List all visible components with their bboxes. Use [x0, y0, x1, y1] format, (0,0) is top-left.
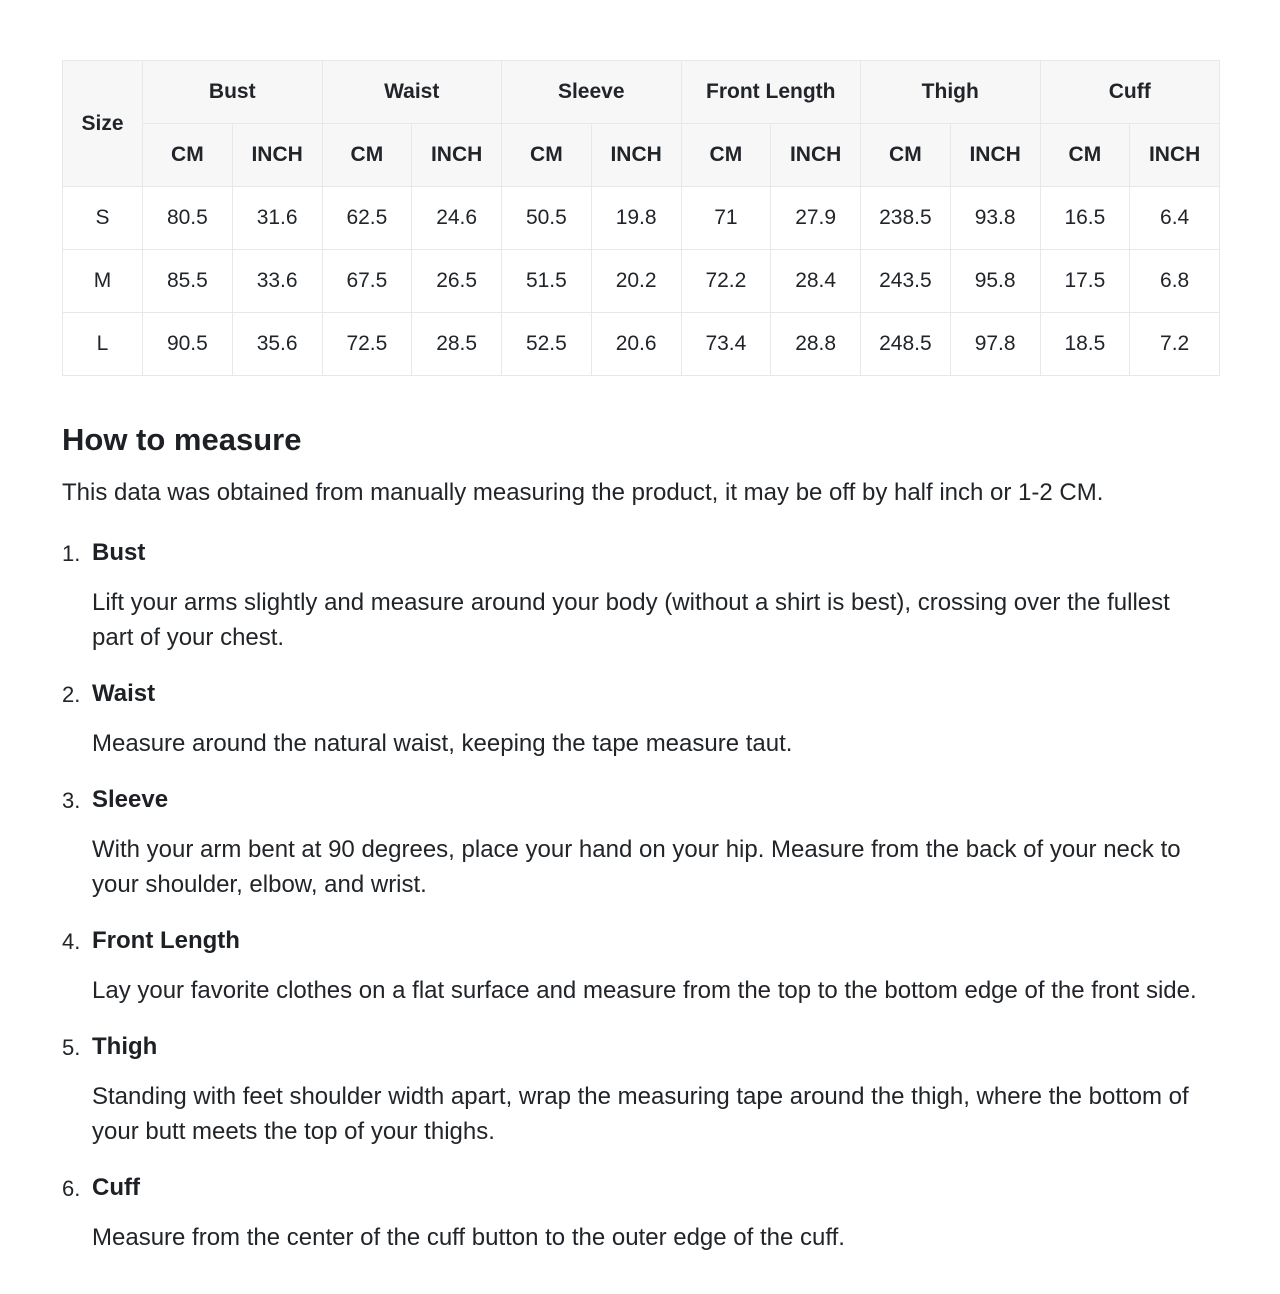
size-row-s: [63, 187, 1220, 250]
group-header-thigh: Thigh: [861, 61, 1041, 124]
unit-header-bust-cm: CM: [143, 124, 233, 187]
item-number: 4.: [62, 929, 81, 954]
size-cell: L: [63, 313, 143, 376]
item-description: With your arm bent at 90 degrees, place your hand on your hip. Measure from the back of your neck to your shoulder, elbow, and wrist.: [92, 836, 1181, 898]
value-cell: 80.5: [143, 187, 233, 250]
size-row-l: [63, 313, 1220, 376]
unit-header-cuff-cm: CM: [1040, 124, 1130, 187]
value-cell: 28.5: [412, 313, 502, 376]
measure-disclaimer-text: This data was obtained from manually measuring the product, it may be off by half inch or 1-2 CM.: [62, 479, 1104, 506]
value-cell: 7.2: [1130, 313, 1220, 376]
item-description: Lift your arms slightly and measure around your body (without a shirt is best), crossing over the fullest part of your chest.: [92, 589, 1170, 651]
item-description: Lay your favorite clothes on a flat surface and measure from the top to the bottom edge of the front side.: [92, 977, 1197, 1004]
measure-item-waist: [62, 679, 1220, 761]
how-to-measure-heading: How to measure: [62, 422, 302, 457]
value-cell: 50.5: [502, 187, 592, 250]
group-header-cuff: Cuff: [1040, 61, 1220, 124]
item-number: 3.: [62, 788, 81, 813]
unit-header-row: [63, 124, 1220, 187]
unit-header-sleeve-cm: CM: [502, 124, 592, 187]
value-cell: 97.8: [950, 313, 1040, 376]
value-cell: 35.6: [232, 313, 322, 376]
value-cell: 27.9: [771, 187, 861, 250]
value-cell: 243.5: [861, 250, 951, 313]
value-cell: 93.8: [950, 187, 1040, 250]
unit-header-waist-inch: INCH: [412, 124, 502, 187]
value-cell: 6.4: [1130, 187, 1220, 250]
value-cell: 19.8: [591, 187, 681, 250]
item-body: [92, 785, 1220, 902]
group-header-sleeve: Sleeve: [502, 61, 682, 124]
value-cell: 24.6: [412, 187, 502, 250]
size-chart-table: [62, 60, 1220, 376]
unit-header-front-length-cm: CM: [681, 124, 771, 187]
unit-header-cuff-inch: INCH: [1130, 124, 1220, 187]
item-number: 2.: [62, 682, 81, 707]
value-cell: 28.4: [771, 250, 861, 313]
measure-item-thigh: [62, 1032, 1220, 1149]
item-title: Waist: [92, 680, 156, 707]
item-body: [92, 1173, 1220, 1255]
measure-instructions-list: [62, 538, 1220, 1255]
size-chart-header: [63, 61, 1220, 187]
value-cell: 62.5: [322, 187, 412, 250]
size-cell: M: [63, 250, 143, 313]
value-cell: 17.5: [1040, 250, 1130, 313]
value-cell: 95.8: [950, 250, 1040, 313]
value-cell: 238.5: [861, 187, 951, 250]
item-description: Standing with feet shoulder width apart, wrap the measuring tape around the thigh, where the bottom of your butt meets the top of your thighs.: [92, 1083, 1189, 1145]
measure-item-sleeve: [62, 785, 1220, 902]
item-body: [92, 1032, 1220, 1149]
group-header-front-length: Front Length: [681, 61, 861, 124]
unit-header-thigh-inch: INCH: [950, 124, 1040, 187]
item-title: Bust: [92, 539, 146, 566]
size-chart-body: [63, 187, 1220, 376]
item-body: [92, 926, 1220, 1008]
item-description: Measure from the center of the cuff button to the outer edge of the cuff.: [92, 1224, 845, 1251]
group-header-waist: Waist: [322, 61, 502, 124]
item-title: Front Length: [92, 927, 240, 954]
value-cell: 67.5: [322, 250, 412, 313]
value-cell: 33.6: [232, 250, 322, 313]
item-body: [92, 538, 1220, 655]
item-description: Measure around the natural waist, keeping the tape measure taut.: [92, 730, 793, 757]
item-number: 5.: [62, 1035, 81, 1060]
size-column-header: Size: [63, 61, 143, 187]
unit-header-sleeve-inch: INCH: [591, 124, 681, 187]
value-cell: 73.4: [681, 313, 771, 376]
unit-header-thigh-cm: CM: [861, 124, 951, 187]
value-cell: 71: [681, 187, 771, 250]
value-cell: 51.5: [502, 250, 592, 313]
value-cell: 16.5: [1040, 187, 1130, 250]
item-number: 6.: [62, 1176, 81, 1201]
value-cell: 72.5: [322, 313, 412, 376]
value-cell: 20.6: [591, 313, 681, 376]
item-body: [92, 679, 1220, 761]
group-header-row: [63, 61, 1220, 124]
measure-item-bust: [62, 538, 1220, 655]
value-cell: 20.2: [591, 250, 681, 313]
measure-item-front-length: [62, 926, 1220, 1008]
group-header-bust: Bust: [143, 61, 323, 124]
item-number: 1.: [62, 541, 81, 566]
item-title: Sleeve: [92, 786, 169, 813]
unit-header-front-length-inch: INCH: [771, 124, 861, 187]
value-cell: 248.5: [861, 313, 951, 376]
value-cell: 31.6: [232, 187, 322, 250]
measure-item-cuff: [62, 1173, 1220, 1255]
unit-header-bust-inch: INCH: [232, 124, 322, 187]
value-cell: 6.8: [1130, 250, 1220, 313]
value-cell: 28.8: [771, 313, 861, 376]
unit-header-waist-cm: CM: [322, 124, 412, 187]
value-cell: 18.5: [1040, 313, 1130, 376]
item-title: Thigh: [92, 1033, 158, 1060]
value-cell: 26.5: [412, 250, 502, 313]
value-cell: 85.5: [143, 250, 233, 313]
value-cell: 90.5: [143, 313, 233, 376]
size-row-m: [63, 250, 1220, 313]
value-cell: 52.5: [502, 313, 592, 376]
value-cell: 72.2: [681, 250, 771, 313]
item-title: Cuff: [92, 1174, 140, 1201]
size-cell: S: [63, 187, 143, 250]
